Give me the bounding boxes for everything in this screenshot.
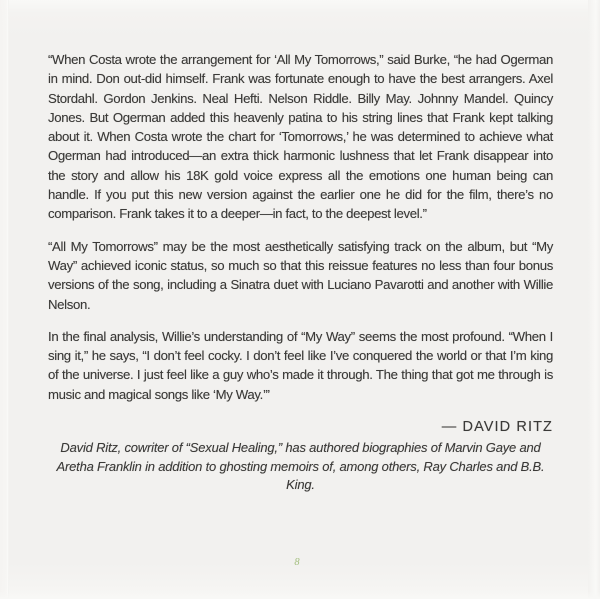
author-attribution: — DAVID RITZ [441, 419, 553, 436]
liner-notes-text-block [48, 50, 553, 495]
author-bio-credit: David Ritz, cowriter of “Sexual Healing,” has authored biographies of Marvin Gaye and Aretha Franklin in addition to ghosting memoirs of, among others, Ray Charles and B.B. King. [56, 440, 545, 493]
page-edge-bottom [0, 591, 600, 599]
page-number: 8 [294, 557, 300, 568]
paragraph-willie-quote: In the final analysis, Willie’s understanding of “My Way” seems the most profound. “When I sing it,” he says, “I don’t feel cocky. I don’t feel like I’ve conquered the world or that I’m king of the universe. I just feel like a guy who’s made it through. The thing that got me through is music and magical songs like ‘My Way.’” [48, 328, 553, 402]
page-edge-right [588, 0, 600, 599]
page-edge-left [0, 0, 9, 599]
paragraph-bonus-versions: “All My Tomorrows” may be the most aesthetically satisfying track on the album, but “My Way” achieved iconic status, so much so that this reissue features no less than four bonus versions of the song, including a Sinatra duet with Luciano Pavarotti and another with Willie Nelson. [48, 238, 553, 312]
paragraph-costa-arrangement: “When Costa wrote the arrangement for ‘All My Tomorrows,” said Burke, “he had Ogerman in mind. Don out-did himself. Frank was fortunate enough to have the best arrangers. Axel Stordahl. Gordon Jenkins. Neal Hefti. Nelson Riddle. Billy May. Johnny Mandel. Quincy Jones. But Ogerman added this heavenly patina to his string lines that Frank kept talking about it. When Costa wrote the chart for ‘Tomorrows,’ he was determined to achieve what Ogerman had introduced—an extra thick harmonic lushness that let Frank disappear into the story and allow his 18K gold voice express all the emotions one human being can handle. If you put this new version against the earlier one he did for the film, there’s no comparison. Frank takes it to a deeper—in fact, to the deepest level.” [48, 52, 553, 222]
